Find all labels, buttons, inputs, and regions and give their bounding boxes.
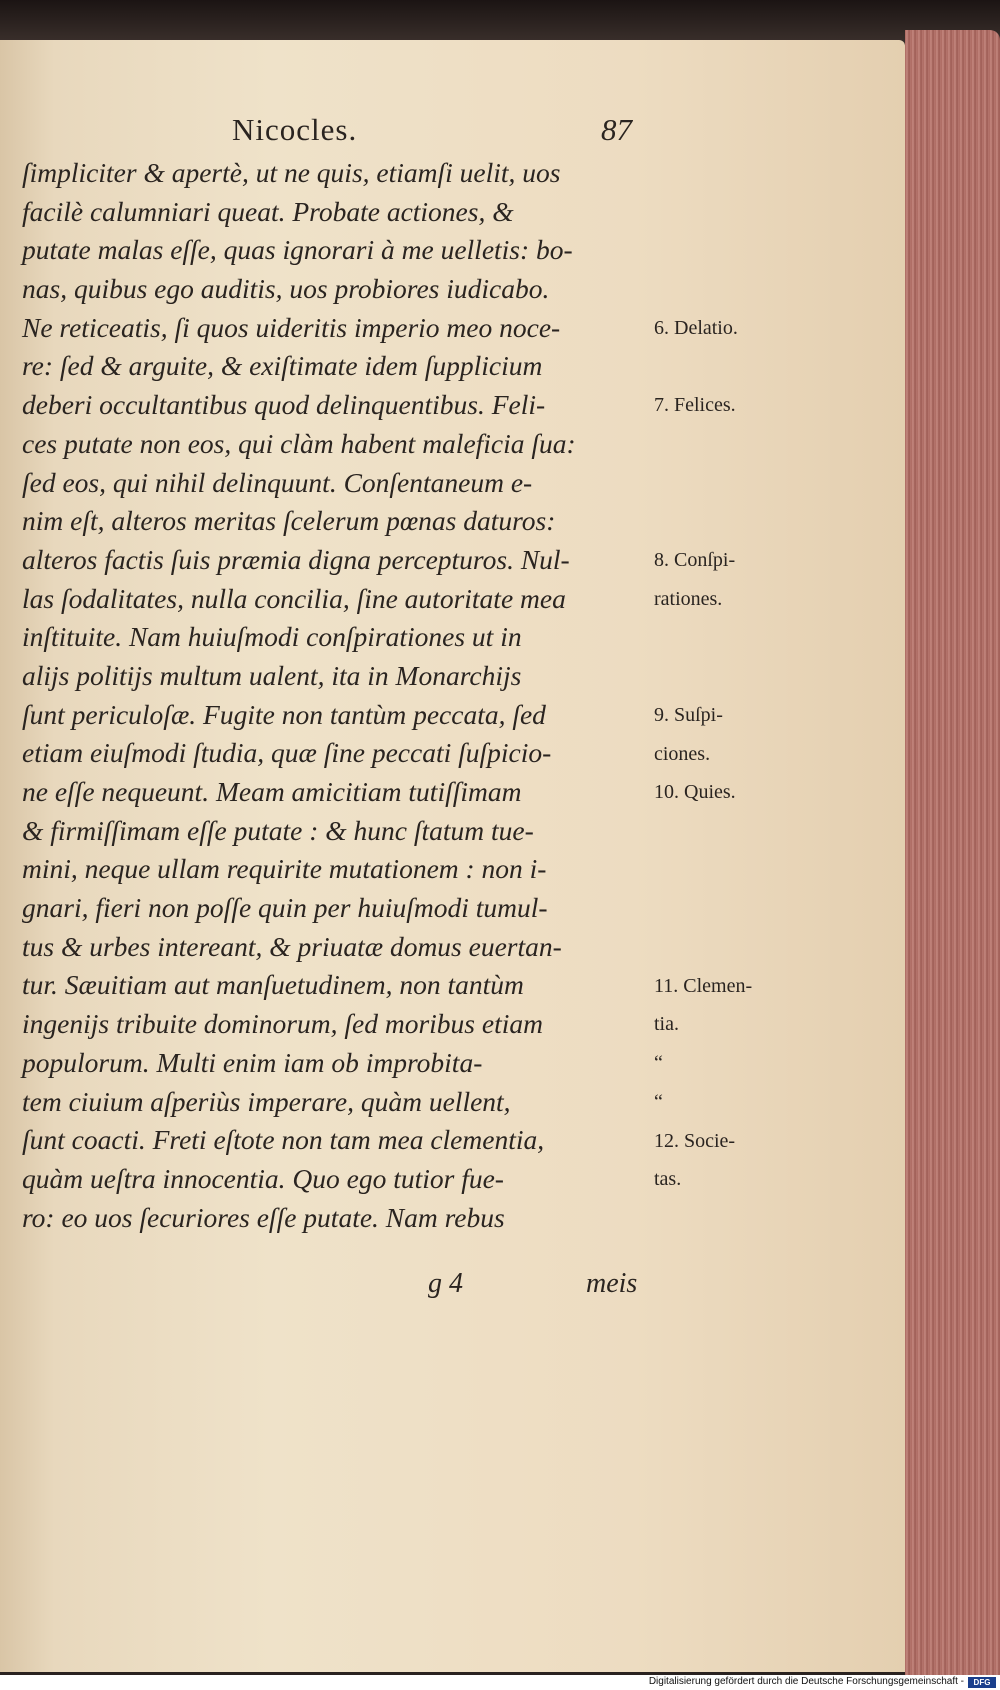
text-line: nas, quibus ego auditis, uos probiores iudicabo. [22, 273, 550, 305]
margin-note: tia. [654, 1013, 679, 1036]
text-line: quàm ueſtra innocentia. Quo ego tutior fue- [22, 1162, 504, 1194]
page-number: 87 [601, 112, 632, 147]
margin-note: “ [654, 1052, 663, 1075]
book-shadow-top [0, 0, 1000, 44]
text-line: alteros factis ſuis præmia digna percepturos. Nul- [22, 543, 570, 575]
margin-note: 12. Socie- [654, 1129, 736, 1152]
text-line: Ne reticeatis, ſi quos uideritis imperio meo noce- [22, 311, 561, 343]
signature-mark: g 4 [428, 1268, 463, 1299]
text-line: tem ciuium aſperiùs imperare, quàm uellent, [22, 1085, 511, 1117]
margin-note: tas. [654, 1168, 682, 1191]
text-line: ſimpliciter & apertè, ut ne quis, etiamſi uelit, uos [22, 157, 561, 188]
footer-credit: Digitalisierung gefördert durch die Deutsche Forschungsgemeinschaft - [648, 1676, 964, 1687]
catchword: meis [586, 1268, 638, 1299]
running-title: Nicocles. [232, 112, 358, 147]
text-line: etiam eiuſmodi ſtudia, quæ ſine peccati ſuſpicio- [22, 737, 552, 769]
text-line: tus & urbes intereant, & priuatæ domus euertan- [22, 930, 562, 962]
margin-note: 11. Clemen- [654, 974, 753, 997]
text-line: ces putate non eos, qui clàm habent maleficia ſua: [22, 427, 576, 459]
text-line: ſunt coacti. Freti eſtote non tam mea clementia, [22, 1124, 545, 1156]
margin-note: rationes. [654, 587, 723, 610]
margin-note: 8. Conſpi- [654, 549, 736, 571]
text-line: facilè calumniari queat. Probate actiones, & [22, 195, 514, 227]
page-edges [905, 30, 1000, 1675]
text-line: ingenijs tribuite dominorum, ſed moribus etiam [22, 1008, 543, 1040]
margin-note: 9. Suſpi- [654, 703, 723, 726]
text-line: putate malas eſſe, quas ignorari à me uelletis: bo- [22, 234, 573, 266]
text-line: ne eſſe nequeunt. Meam amicitiam tutiſſimam [22, 776, 522, 807]
margin-note: “ [654, 1090, 663, 1113]
text-line: nim eſt, alteros meritas ſcelerum pœnas daturos: [22, 505, 556, 537]
margin-note: 6. Delatio. [654, 316, 738, 339]
text-line: ſunt periculoſæ. Fugite non tantùm peccata, ſed [22, 698, 546, 730]
text-line: las ſodalitates, nulla concilia, ſine autoritate mea [22, 582, 566, 614]
text-line: ſed eos, qui nihil delinquunt. Conſentaneum e- [22, 466, 533, 498]
margin-note: 7. Felices. [654, 394, 736, 417]
text-line: populorum. Multi enim iam ob improbita- [22, 1046, 483, 1078]
body-text [22, 154, 652, 1237]
margin-note: ciones. [654, 742, 711, 765]
footer-bar [0, 1675, 1000, 1690]
text-line: deberi occultantibus quod delinquentibus. Feli- [22, 389, 546, 421]
text-line: gnari, fieri non poſſe quin per huiuſmodi tumul- [22, 892, 548, 924]
text-line: ro: eo uos ſecuriores eſſe putate. Nam rebus [22, 1201, 505, 1233]
text-line: inſtituite. Nam huiuſmodi conſpirationes ut in [22, 621, 522, 653]
text-line: & firmiſſimam eſſe putate : & hunc ſtatum tue- [22, 814, 534, 846]
text-line: re: ſed & arguite, & exiſtimate idem ſupplicium [22, 350, 543, 382]
dfg-logo: DFG [968, 1677, 996, 1688]
book-page [0, 40, 905, 1672]
text-line: mini, neque ullam requirite mutationem : non i- [22, 853, 547, 885]
text-line: tur. Sæuitiam aut manſuetudinem, non tantùm [22, 969, 524, 1001]
text-line: alijs politijs multum ualent, ita in Monarchijs [22, 659, 522, 691]
margin-note: 10. Quies. [654, 781, 736, 804]
